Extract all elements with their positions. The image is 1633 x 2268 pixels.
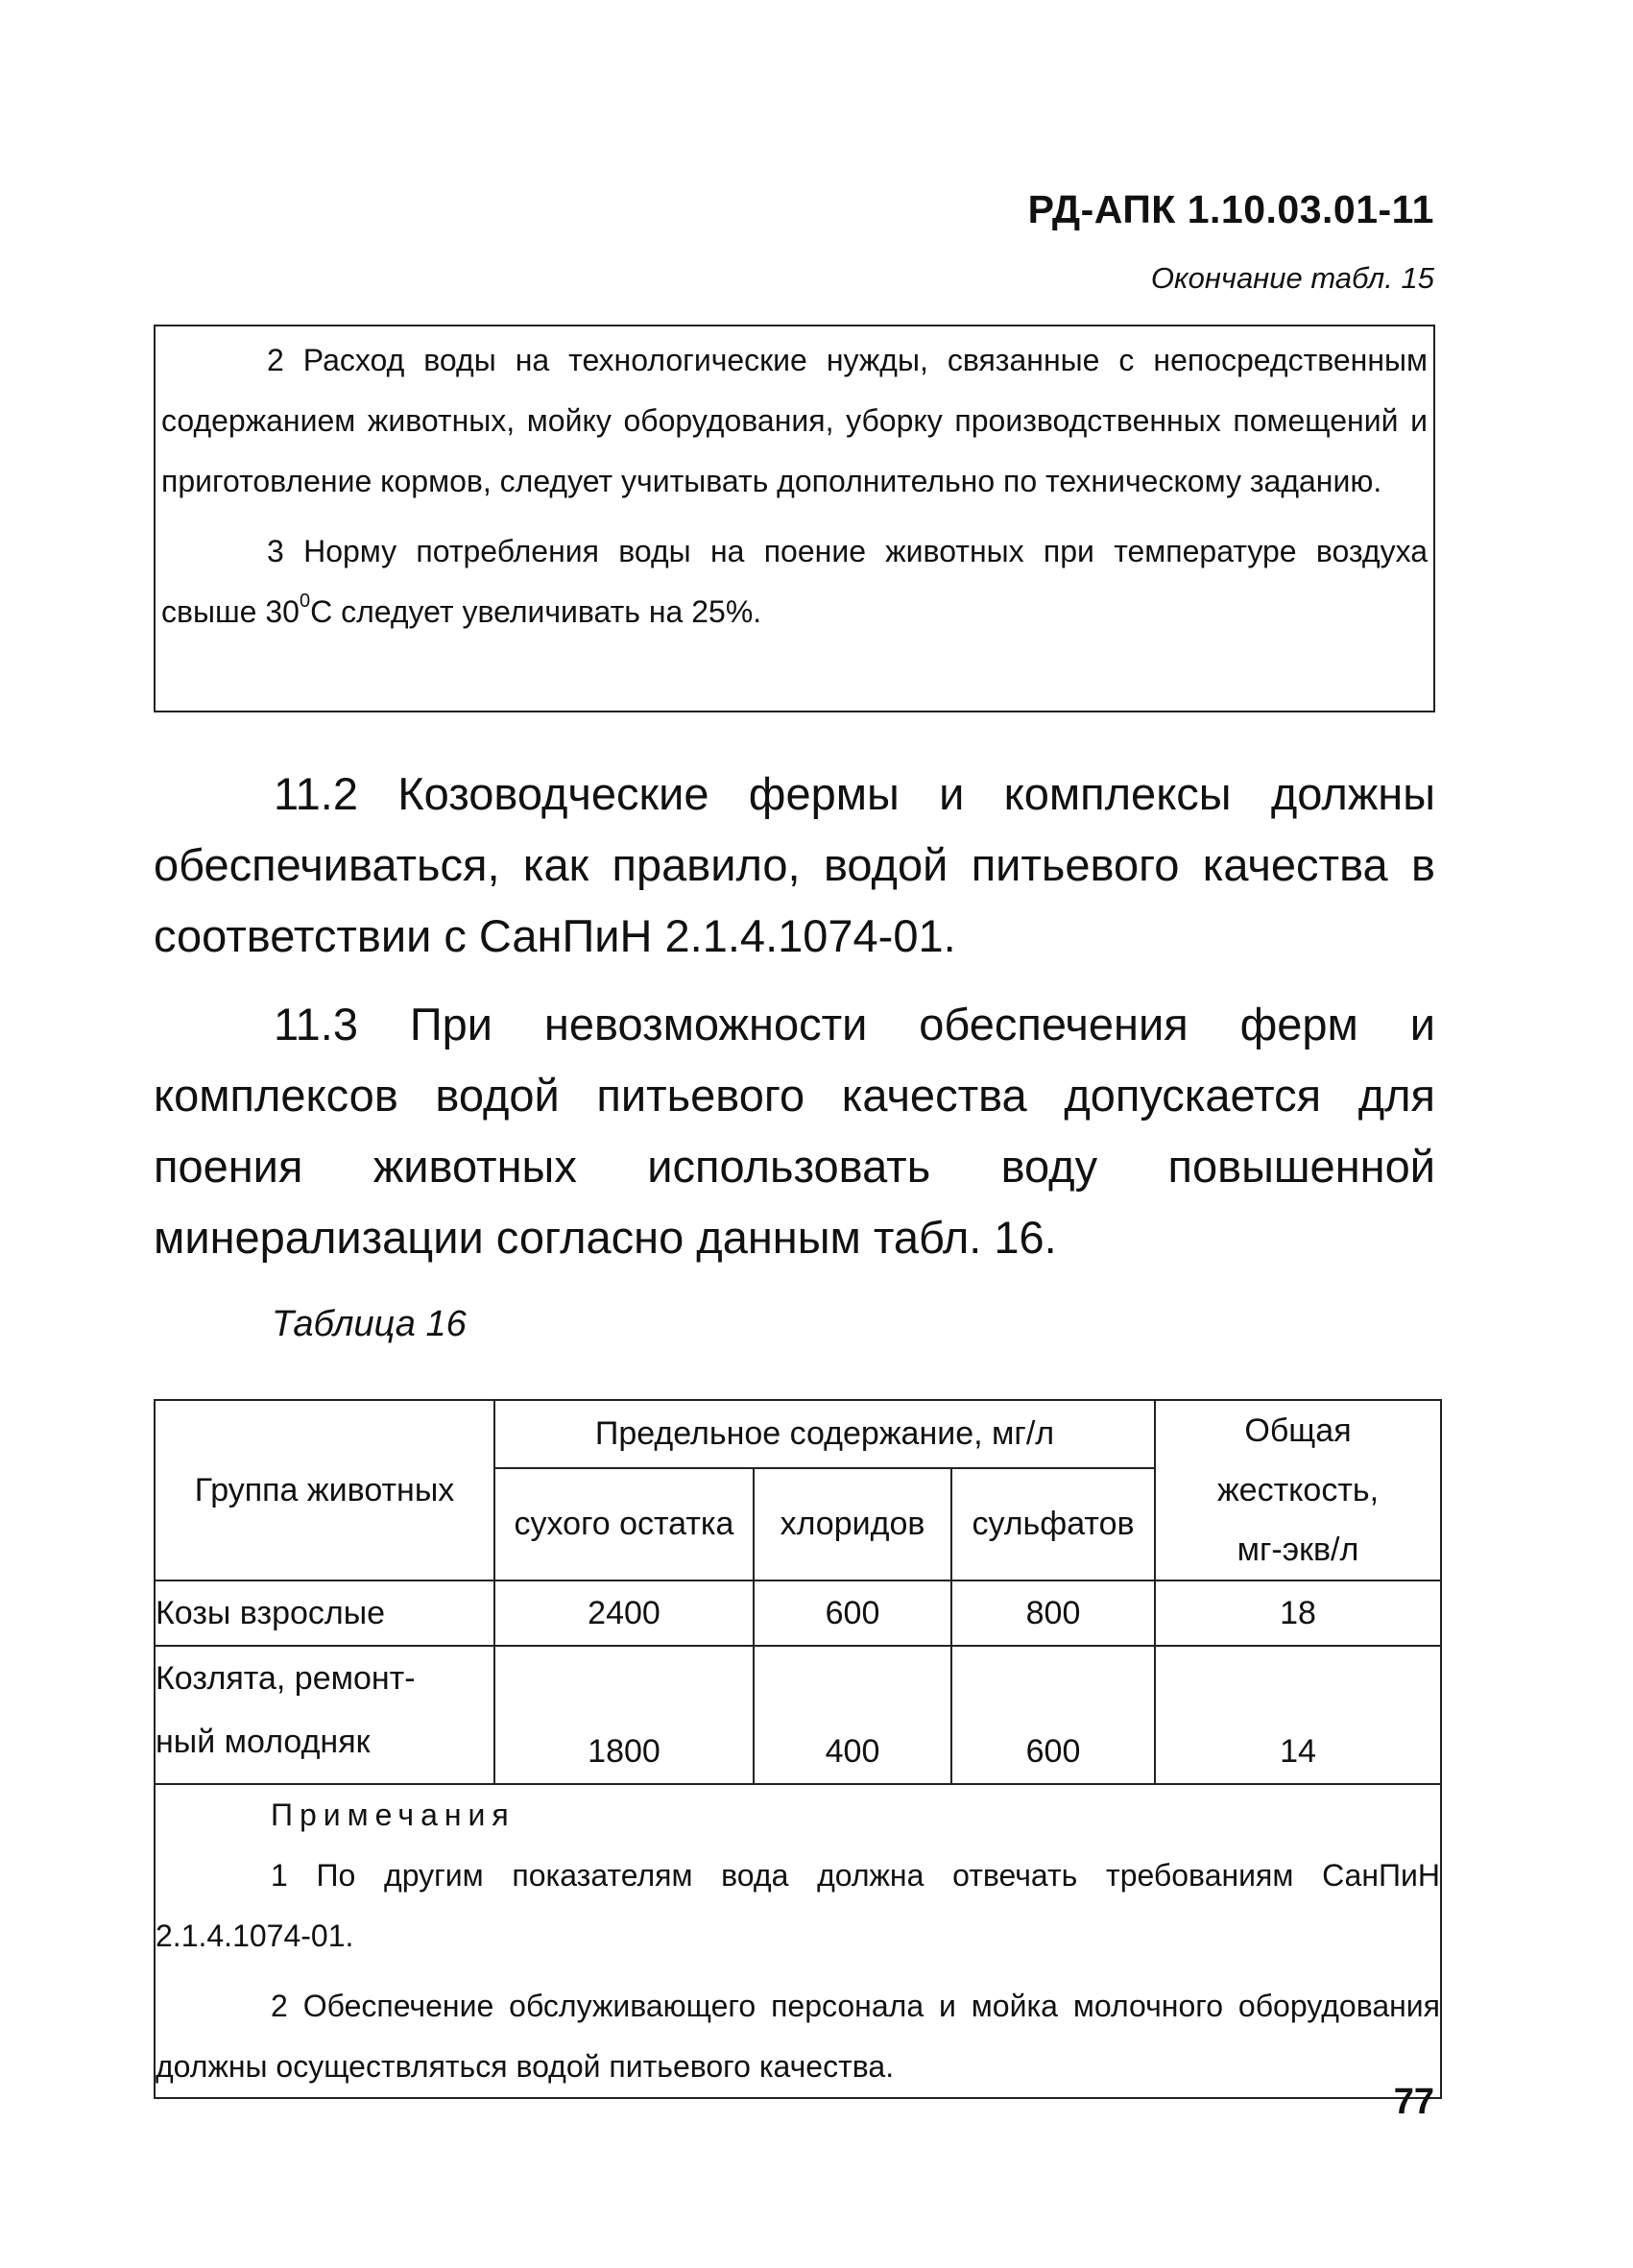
- header-dry-residue: сухого остатка: [494, 1468, 754, 1580]
- header-limit-content: Предельное содержание, мг/л: [494, 1400, 1155, 1468]
- table15-notes-box: [154, 325, 1435, 712]
- table-row: [155, 1580, 1441, 1646]
- cell-chlorides: 600: [754, 1580, 951, 1646]
- cell-dry: 2400: [494, 1580, 754, 1646]
- table-header-row: [155, 1400, 1441, 1468]
- degree-superscript: 0: [299, 591, 311, 613]
- page-number: 77: [1393, 2082, 1434, 2122]
- header-sulfates: сульфатов: [951, 1468, 1155, 1580]
- cell-sulfates: 800: [951, 1580, 1155, 1646]
- kids-name-line-2: ный молодняк: [156, 1724, 371, 1760]
- header-animal-group: Группа животных: [155, 1400, 494, 1580]
- paragraph-11-3: 11.3 При невозможности обеспечения ферм и комплексов водой питьевого качества допускается для поения животных использовать воду повышенной минерализации согласно данным табл. 16.: [154, 999, 1435, 1263]
- table-row: [155, 1646, 1441, 1784]
- table15-note-2: 2 Расход воды на технологические нужды, связанные с непосредственным содержанием животных, мойку оборудования, уборку производственных помещений и приготовление кормов, следует учитывать дополнительно по техническому заданию.: [161, 343, 1428, 498]
- table16: [154, 1399, 1442, 2099]
- cell-hardness: 18: [1155, 1580, 1441, 1646]
- paragraph-11-2: 11.2 Козоводческие фермы и комплексы должны обеспечиваться, как правило, водой питьевого качества в соответствии с СанПиН 2.1.4.1074-01.: [154, 768, 1435, 961]
- table-continuation-label: Окончание табл. 15: [1150, 261, 1434, 295]
- hardness-line-3: мг-экв/л: [1237, 1532, 1359, 1568]
- note3-text-b: С следует увеличивать на 25%.: [310, 594, 762, 629]
- kids-name-line-1: Козлята, ремонт-: [156, 1660, 416, 1697]
- cell-hardness: 14: [1155, 1646, 1441, 1784]
- header-chlorides: хлоридов: [754, 1468, 951, 1580]
- hardness-line-1: Общая: [1244, 1412, 1352, 1449]
- document-code: РД-АПК 1.10.03.01-11: [1027, 187, 1434, 231]
- cell-dry: 1800: [494, 1646, 754, 1784]
- cell-chlorides: 400: [754, 1646, 951, 1784]
- table15-note-3: [161, 521, 1428, 642]
- row-kids-name: [155, 1646, 494, 1784]
- note3-text-a: 3 Норму потребления воды на поение животных при температуре воздуха свыше 30: [161, 534, 1428, 629]
- hardness-line-2: жесткость,: [1216, 1472, 1380, 1508]
- notes-heading: Примечания: [271, 1798, 516, 1832]
- table-notes-row: [155, 1784, 1441, 2098]
- table16-notes: [155, 1784, 1441, 2098]
- table16-caption: Таблица 16: [272, 1304, 467, 1344]
- header-total-hardness: [1155, 1400, 1441, 1580]
- table16-note-1: 1 По другим показателям вода должна отвечать требованиям СанПиН 2.1.4.1074-01.: [156, 1858, 1440, 1953]
- row-adult-goats-name: Козы взрослые: [155, 1580, 494, 1646]
- cell-sulfates: 600: [951, 1646, 1155, 1784]
- table16-note-2: 2 Обеспечение обслуживающего персонала и мойка молочного оборудования должны осуществляться водой питьевого качества.: [156, 1989, 1440, 2084]
